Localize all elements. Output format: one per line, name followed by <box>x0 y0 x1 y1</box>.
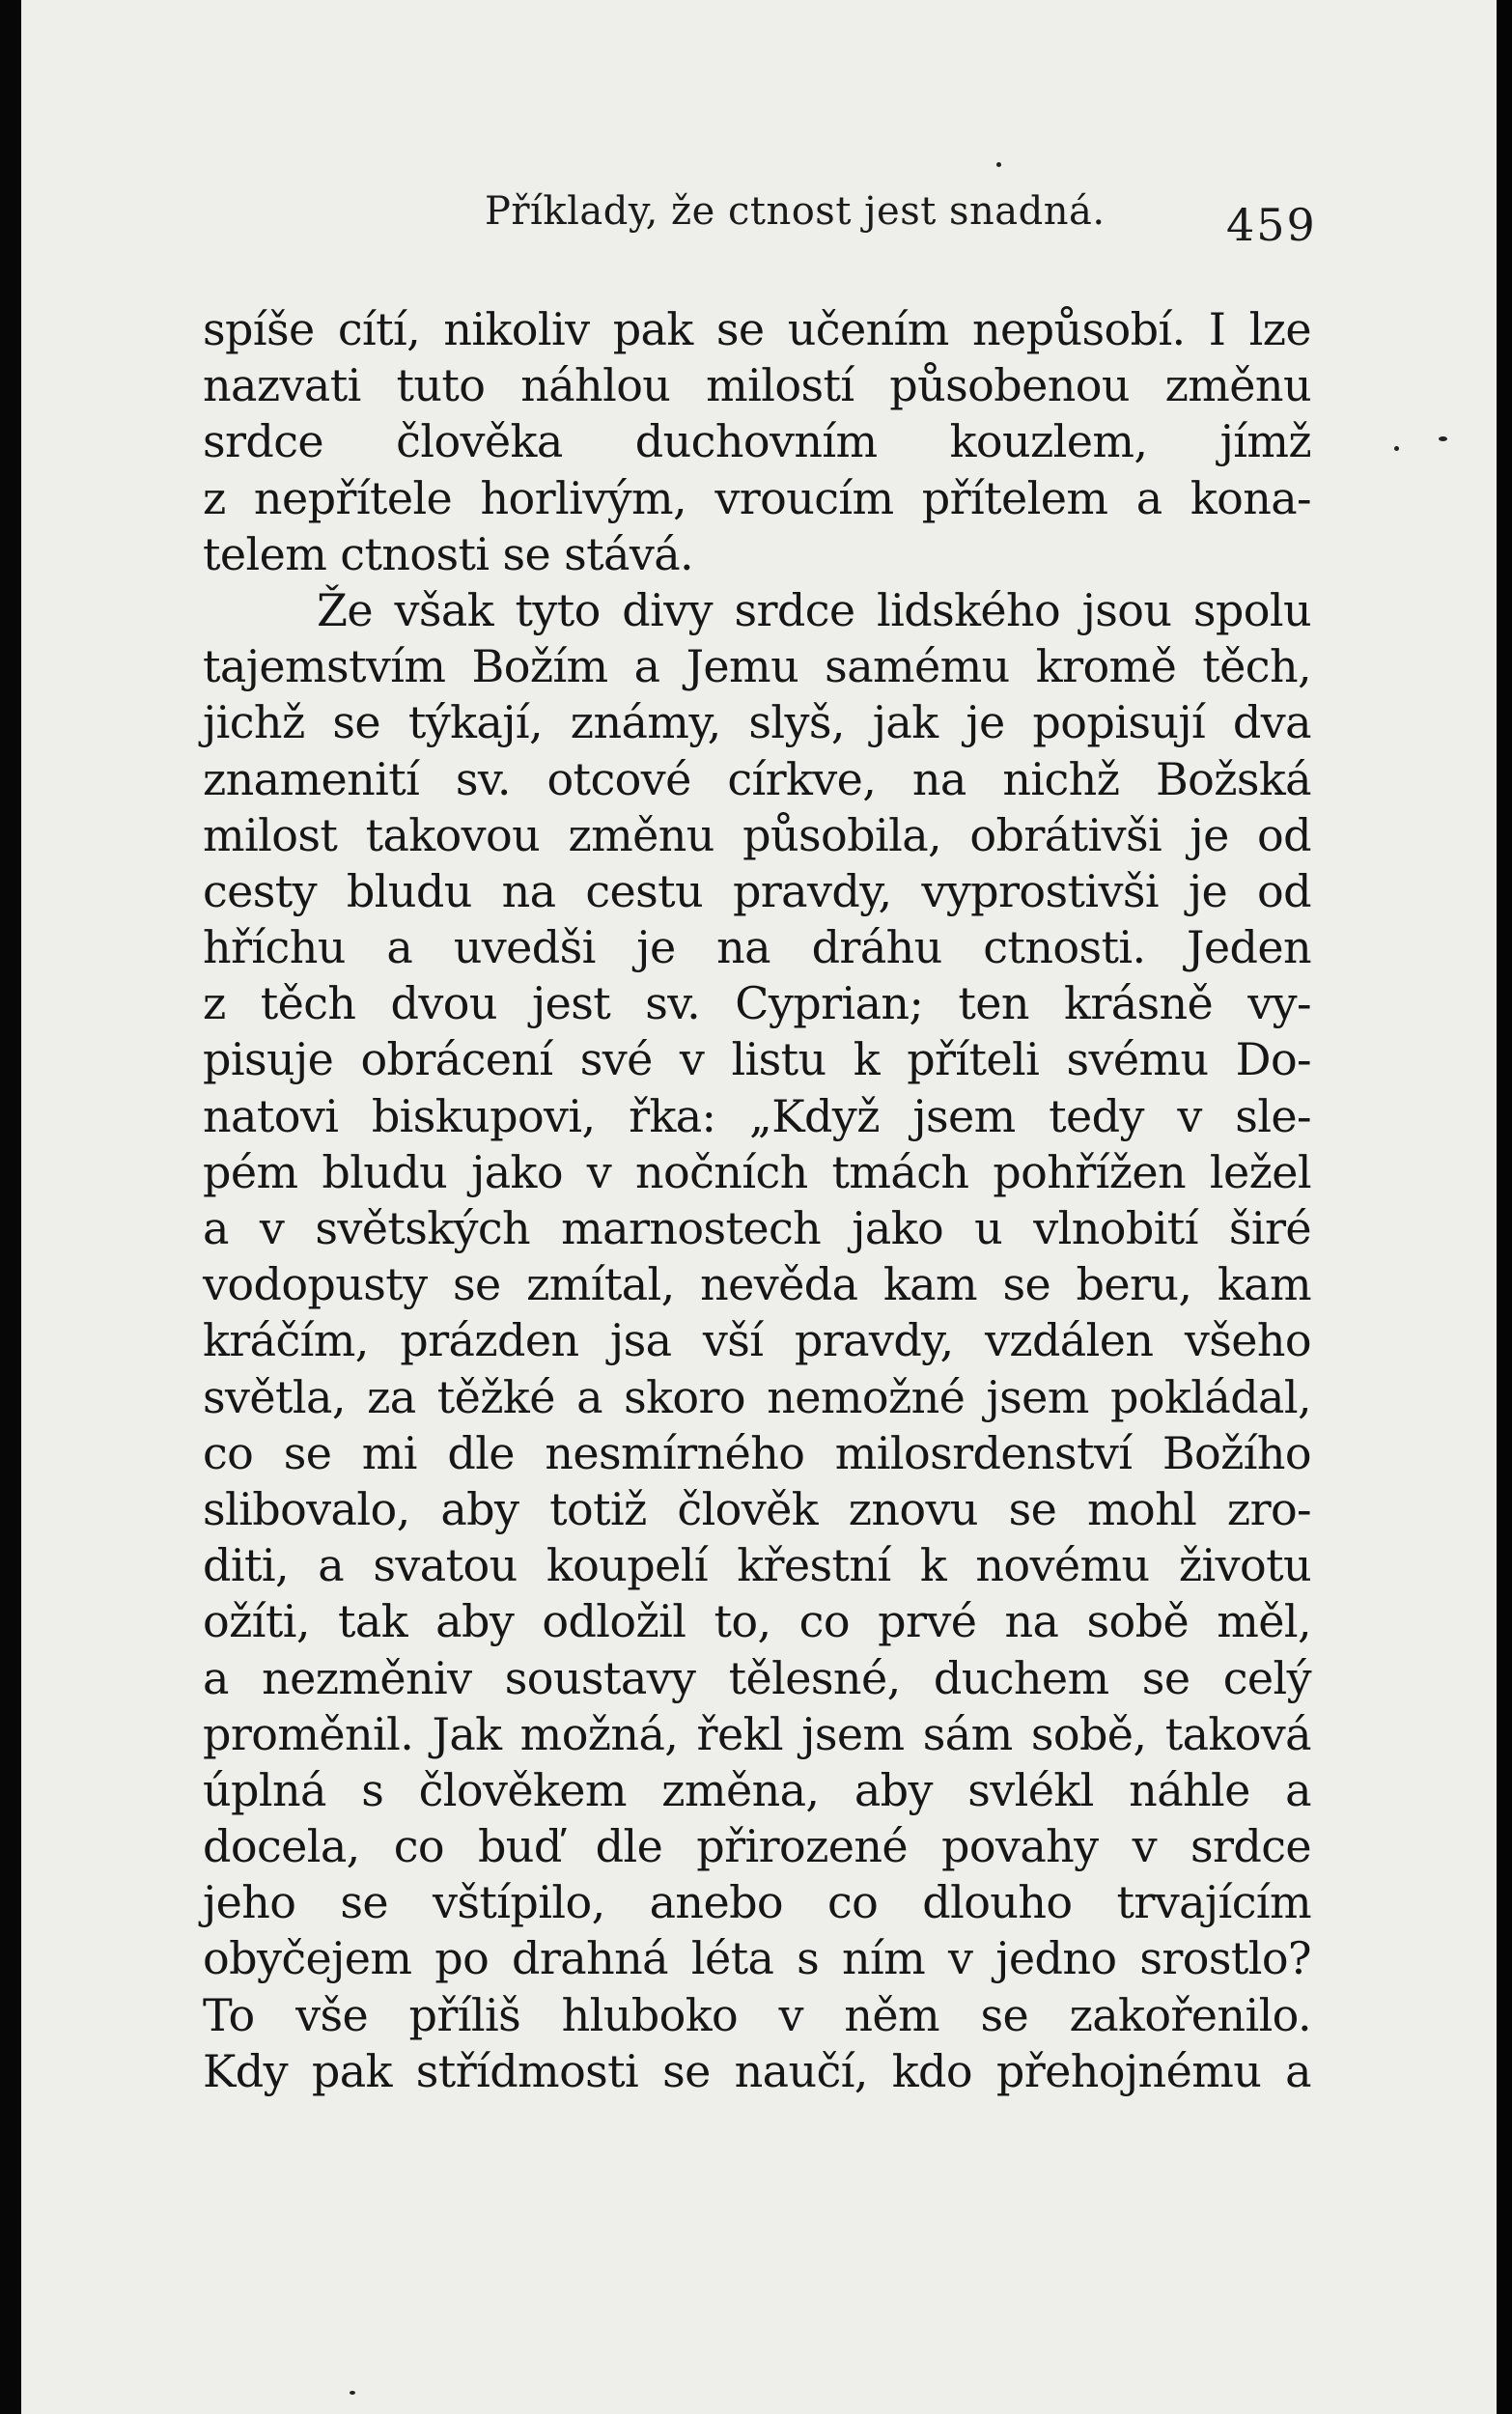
text-line: natovi biskupovi, řka: „Když jsem tedy v sle- <box>203 1089 1311 1142</box>
scan-speck <box>350 2391 355 2395</box>
text-line: slibovalo, aby totiž člověk znovu se mohl zro- <box>203 1482 1311 1535</box>
text-line: diti, a svatou koupelí křestní k novému životu <box>203 1539 1311 1592</box>
text-line: srdce člověka duchovním kouzlem, jímž <box>203 415 1311 468</box>
text-line: jeho se vštípilo, anebo co dlouho trvajícím <box>203 1876 1311 1929</box>
text-line: Že však tyto divy srdce lidského jsou spolu <box>317 583 1311 636</box>
body-text <box>203 301 1311 2099</box>
text-line: pém bludu jako v nočních tmách pohřížen ležel <box>203 1145 1311 1198</box>
text-line: telem ctnosti se stává. <box>203 527 694 580</box>
text-line: jichž se týkají, známy, slyš, jak je popisují dva <box>203 696 1311 749</box>
text-line: a v světských marnostech jako u vlnobití širé <box>203 1202 1311 1254</box>
text-line: To vše příliš hluboko v něm se zakořenilo. <box>203 1988 1311 2041</box>
text-line: z těch dvou jest sv. Cyprian; ten krásně vy- <box>203 977 1311 1030</box>
text-line: znamenití sv. otcové církve, na nichž Božská <box>203 752 1311 805</box>
text-line: tajemstvím Božím a Jemu samému kromě těch, <box>203 640 1311 693</box>
text-line: ožíti, tak aby odložil to, co prvé na sobě měl, <box>203 1595 1311 1648</box>
page-number: 459 <box>1226 199 1317 251</box>
text-line: Kdy pak střídmosti se naučí, kdo přehojnému a <box>203 2044 1311 2097</box>
text-line: cesty bludu na cestu pravdy, vyprostivši je od <box>203 864 1311 917</box>
scan-left-edge <box>0 0 21 2414</box>
text-line: proměnil. Jak možná, řekl jsem sám sobě, taková <box>203 1707 1311 1760</box>
text-line: vodopusty se zmítal, nevěda kam se beru, kam <box>203 1258 1311 1311</box>
running-title: Příklady, že ctnost jest snadná. <box>485 189 1106 234</box>
scan-speck <box>996 162 1001 167</box>
book-page <box>21 0 1497 2414</box>
scan-right-edge <box>1497 0 1512 2414</box>
text-line: světla, za těžké a skoro nemožné jsem pokládal, <box>203 1370 1311 1423</box>
text-line: pisuje obrácení své v listu k příteli svému Do- <box>203 1033 1311 1086</box>
scan-speck <box>1439 436 1447 441</box>
scan-speck <box>1394 446 1399 451</box>
text-line: z nepřítele horlivým, vroucím přítelem a kona- <box>203 471 1311 524</box>
text-line: hříchu a uvedši je na dráhu ctnosti. Jeden <box>203 921 1311 974</box>
text-line: úplná s člověkem změna, aby svlékl náhle a <box>203 1763 1311 1816</box>
text-line: spíše cítí, nikoliv pak se učením nepůsobí. I lze <box>203 303 1311 355</box>
text-line: docela, co buď dle přirozené povahy v srdce <box>203 1820 1311 1873</box>
text-line: kráčím, prázden jsa vší pravdy, vzdálen všeho <box>203 1314 1311 1367</box>
text-line: obyčejem po drahná léta s ním v jedno srostlo? <box>203 1932 1311 1985</box>
text-line: milost takovou změnu působila, obrátivši je od <box>203 808 1311 861</box>
text-line: co se mi dle nesmírného milosrdenství Božího <box>203 1426 1311 1479</box>
text-line: a nezměniv soustavy tělesné, duchem se celý <box>203 1651 1311 1704</box>
text-line: nazvati tuto náhlou milostí působenou změnu <box>203 359 1311 412</box>
